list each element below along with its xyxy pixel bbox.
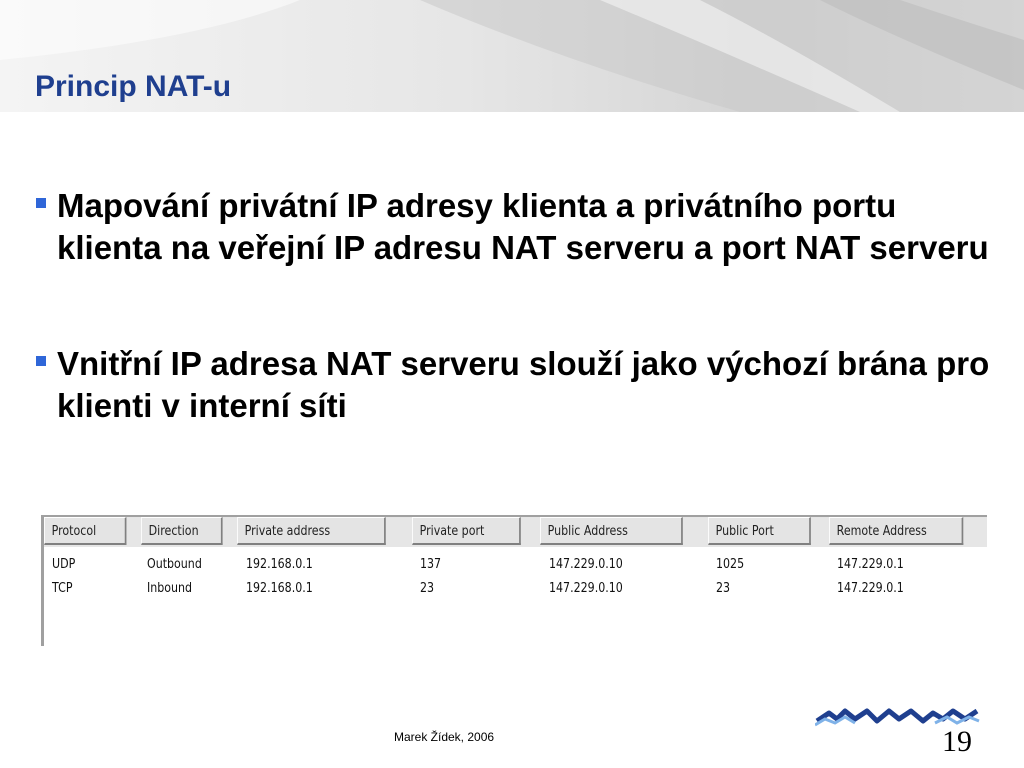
cell-public-address: 147.229.0.10 <box>549 581 623 596</box>
wave-logo-icon <box>815 705 980 727</box>
bullet-item <box>36 343 996 427</box>
table-header <box>44 517 987 547</box>
cell-public-port: 23 <box>716 581 731 596</box>
cell-private-port: 23 <box>420 581 435 596</box>
cell-private-address: 192.168.0.1 <box>246 557 313 572</box>
cell-public-address: 147.229.0.10 <box>549 557 623 572</box>
column-header-public-address[interactable]: Public Address <box>540 517 683 545</box>
cell-private-port: 137 <box>420 557 442 572</box>
column-header-private-port[interactable]: Private port <box>412 517 521 545</box>
bullet-text: Mapování privátní IP adresy klienta a privátního portu klienta na veřejní IP adresu NAT serveru a port NAT serveru <box>57 187 989 266</box>
cell-protocol: UDP <box>52 557 76 572</box>
cell-private-address: 192.168.0.1 <box>246 581 313 596</box>
nat-mapping-table <box>41 515 987 646</box>
column-header-direction[interactable]: Direction <box>141 517 223 545</box>
page-number: 19 <box>942 725 972 758</box>
cell-direction: Inbound <box>147 581 193 596</box>
cell-remote-address: 147.229.0.1 <box>837 557 904 572</box>
cell-public-port: 1025 <box>716 557 745 572</box>
bullet-text: Vnitřní IP adresa NAT serveru slouží jako výchozí brána pro klienti v interní síti <box>57 345 990 424</box>
cell-protocol: TCP <box>52 581 73 596</box>
column-header-private-address[interactable]: Private address <box>237 517 386 545</box>
column-header-public-port[interactable]: Public Port <box>708 517 811 545</box>
square-bullet-icon <box>36 356 46 366</box>
column-header-remote-address[interactable]: Remote Address <box>829 517 963 545</box>
column-header-protocol[interactable]: Protocol <box>44 517 126 545</box>
slide-title: Princip NAT-u <box>35 70 232 103</box>
cell-remote-address: 147.229.0.1 <box>837 581 904 596</box>
footer-author: Marek Žídek, 2006 <box>394 730 495 744</box>
square-bullet-icon <box>36 198 46 208</box>
bullet-item <box>36 185 996 269</box>
cell-direction: Outbound <box>147 557 202 572</box>
